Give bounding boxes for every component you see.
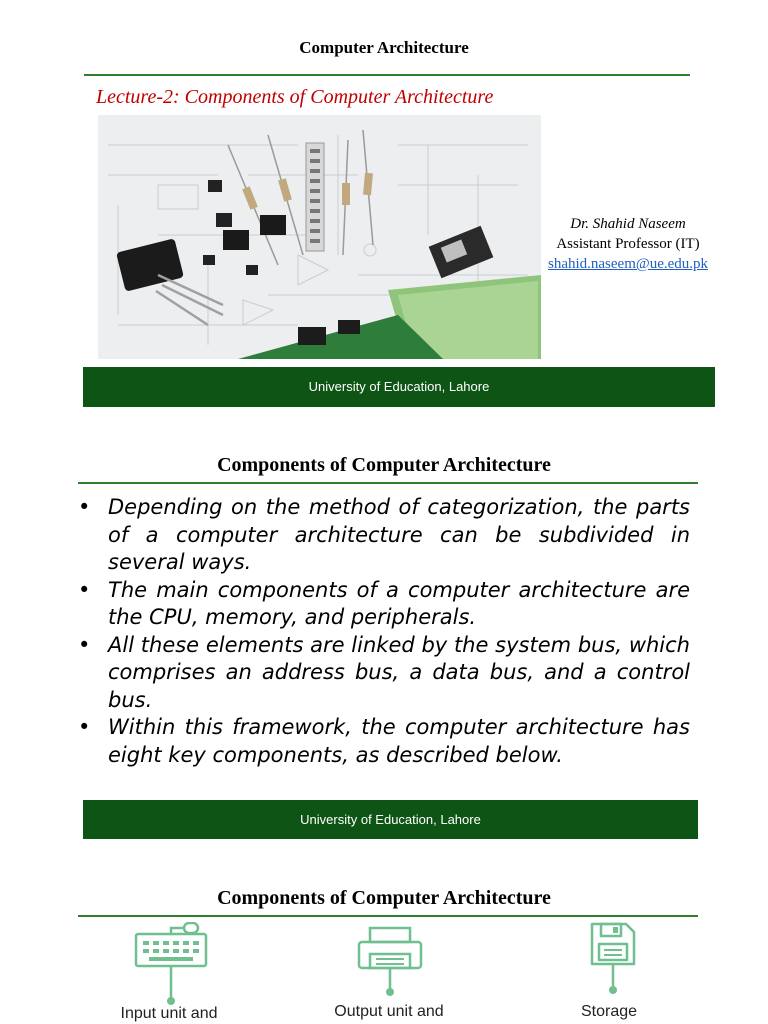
slide2-rule bbox=[78, 482, 698, 484]
bullet-dot-icon: • bbox=[78, 495, 91, 519]
bullet-item: • All these elements are linked by the system bus, which comprises an address bus, a data bus, and a control bus. bbox=[78, 632, 690, 712]
header-rule bbox=[84, 74, 690, 76]
author-email-link[interactable]: shahid.naseem@ue.edu.pk bbox=[547, 256, 709, 272]
floppy-disk-icon bbox=[588, 920, 638, 1000]
bullet-dot-icon: • bbox=[78, 577, 91, 602]
components-bullet-list bbox=[78, 494, 690, 769]
bullet-item: • Within this framework, the computer architecture has eight key components, as described below. bbox=[78, 715, 690, 767]
printer-icon bbox=[356, 924, 424, 1000]
input-unit-label: Input unit and bbox=[120, 1005, 218, 1022]
electronics-photo bbox=[98, 115, 541, 359]
bullet-item: • The main components of a computer architecture are the CPU, memory, and peripherals. bbox=[78, 577, 690, 629]
keyboard-mouse-icon bbox=[134, 922, 210, 1006]
bullet-dot-icon: • bbox=[78, 715, 91, 739]
slide3-rule bbox=[78, 915, 698, 917]
slide3-title: Components of Computer Architecture bbox=[217, 887, 551, 909]
author-name: Dr. Shahid Naseem bbox=[570, 216, 686, 232]
storage-label: Storage bbox=[580, 1003, 638, 1020]
bullet-dot-icon: • bbox=[78, 632, 91, 657]
bullet-item: • Depending on the method of categorization, the parts of a computer architecture can be subdivided in several ways. bbox=[78, 495, 690, 574]
slide2-title: Components of Computer Architecture bbox=[217, 454, 551, 476]
lecture-title: Lecture-2: Components of Computer Architecture bbox=[96, 86, 494, 108]
author-position: Assistant Professor (IT) bbox=[556, 236, 700, 252]
header-title: Computer Architecture bbox=[299, 38, 469, 57]
university-footer: University of Education, Lahore bbox=[83, 367, 715, 407]
university-footer: University of Education, Lahore bbox=[83, 800, 698, 839]
output-unit-label: Output unit and bbox=[334, 1003, 444, 1020]
